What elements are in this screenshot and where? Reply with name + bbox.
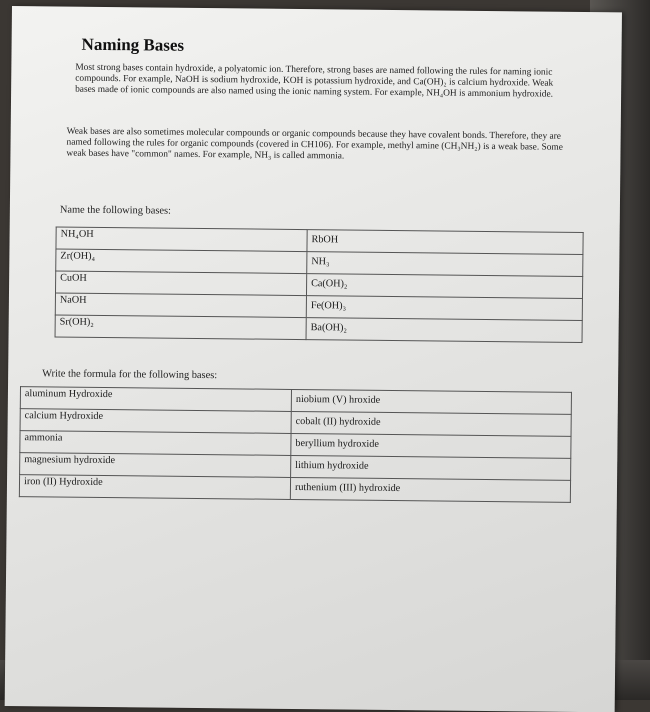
name-bases-table xyxy=(55,226,584,343)
table-cell[interactable] xyxy=(19,475,290,500)
table-cell[interactable] xyxy=(20,409,291,434)
compound-name-text: niobium (V) hroxide xyxy=(295,393,381,406)
table-cell[interactable] xyxy=(306,296,582,321)
compound-name-text: ruthenium (III) hydroxide xyxy=(294,481,401,495)
table-cell[interactable] xyxy=(291,411,571,436)
intro-paragraph-weak-bases: Weak bases are also sometimes molecular compounds or organic compounds because they have covalent bonds. Therefore, they are named following the rules for organic compounds (covered in CH106). For example, methyl amine (CH₃NH₂) is a weak base. Some weak bases have "common" names. For example, NH₃ is called ammonia. xyxy=(66,126,563,162)
table-cell[interactable] xyxy=(306,318,582,343)
table-cell[interactable] xyxy=(20,431,291,456)
formula-text: Sr(OH)₂ xyxy=(59,316,94,328)
formula-text: RbOH xyxy=(311,234,339,246)
compound-name-text: iron (II) Hydroxide xyxy=(23,476,103,488)
formula-text: CuOH xyxy=(60,272,87,284)
formula-text: Fe(OH)₃ xyxy=(310,300,347,312)
table-cell[interactable] xyxy=(56,227,307,252)
worksheet-page xyxy=(5,6,622,712)
formula-text: Ca(OH)₂ xyxy=(311,278,348,290)
compound-name-text: ammonia xyxy=(24,432,63,444)
compound-name-text: cobalt (II) hydroxide xyxy=(295,415,381,428)
compound-name-text: calcium Hydroxide xyxy=(24,410,104,422)
table-cell[interactable] xyxy=(291,433,571,458)
table-row xyxy=(19,475,570,503)
formula-text: Ba(OH)₂ xyxy=(310,322,348,334)
formula-text: NH₃ xyxy=(311,256,330,268)
table-cell[interactable] xyxy=(291,455,571,480)
table-cell[interactable] xyxy=(55,315,306,340)
table-cell[interactable] xyxy=(55,271,306,296)
table-row xyxy=(55,315,582,343)
compound-name-text: magnesium hydroxide xyxy=(24,454,116,467)
section-label-write-formula: Write the formula for the following bases: xyxy=(42,368,218,382)
formula-text: NaOH xyxy=(59,294,87,306)
table-cell[interactable] xyxy=(306,274,582,299)
table-cell[interactable] xyxy=(307,252,583,277)
formula-text: NH₄OH xyxy=(60,228,94,240)
table-cell[interactable] xyxy=(56,249,307,274)
intro-paragraph-strong-bases: Most strong bases contain hydroxide, a polyatomic ion. Therefore, strong bases are named following the rules for naming ionic compounds. For example, NaOH is sodium hydroxide, KOH is potassium hydroxide, and Ca(OH)₂ is calcium hydroxide. Weak bases made of ionic compounds are also named using the ionic naming system. For example, NH₄OH is ammonium hydroxide. xyxy=(75,62,554,101)
table-cell[interactable] xyxy=(55,293,306,318)
formula-text: Zr(OH)₄ xyxy=(60,250,96,262)
compound-name-text: aluminum Hydroxide xyxy=(24,388,113,401)
compound-name-text: beryllium hydroxide xyxy=(295,437,379,450)
table-cell[interactable] xyxy=(20,453,291,478)
section-label-name-bases: Name the following bases: xyxy=(59,204,172,217)
table-cell[interactable] xyxy=(307,230,583,255)
write-formula-table xyxy=(19,386,572,503)
page-title: Naming Bases xyxy=(81,34,185,55)
table-cell[interactable] xyxy=(291,389,571,414)
table-cell[interactable] xyxy=(290,477,570,502)
table-cell[interactable] xyxy=(20,387,291,412)
compound-name-text: lithium hydroxide xyxy=(295,459,369,472)
